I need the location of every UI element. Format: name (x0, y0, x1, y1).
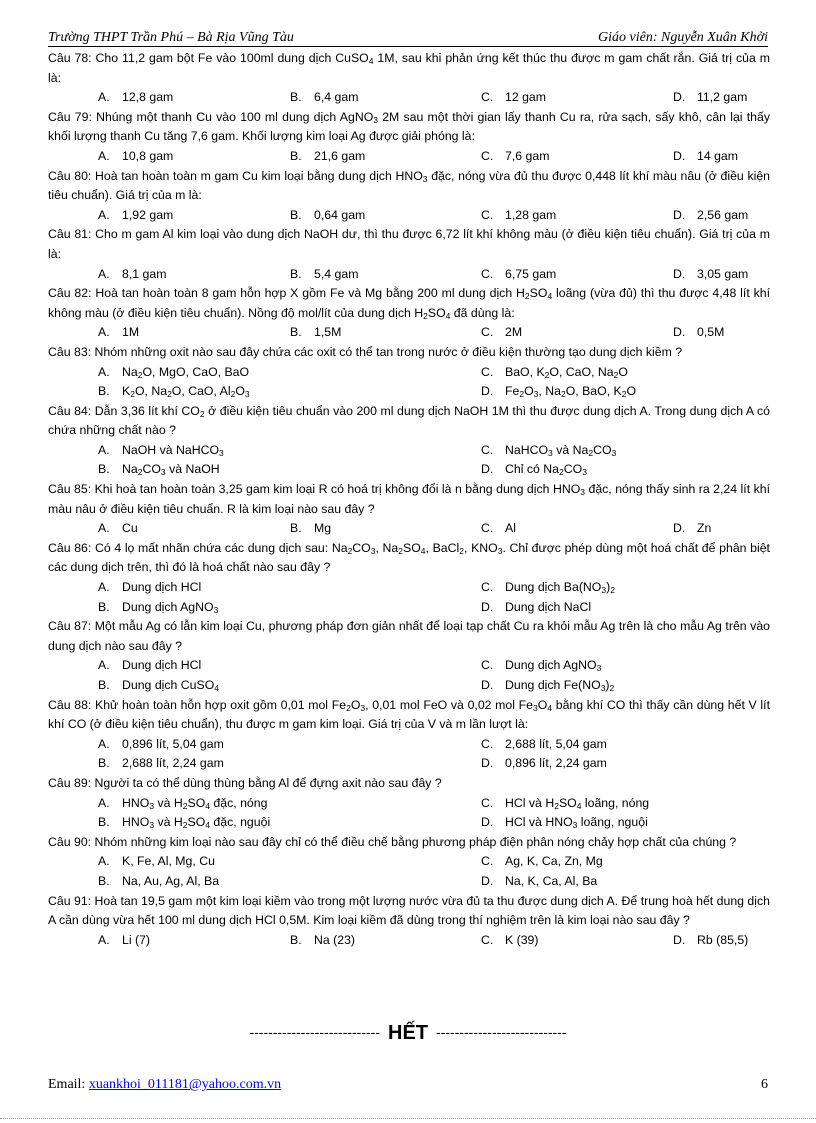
question-stem: Câu 86: Có 4 lọ mất nhãn chứa các dung dịch sau: $Na_2CO_3$, $Na_2SO_4$, BaCl$_2$, $KNO_3$. Chỉ được phép dùng một hoá chất để phân biệt các dung dịch trên, thì đó là hoá chất nào sau đây ? (48, 540, 770, 575)
question-stem: Câu 83: Nhóm những oxit nào sau đây chứa các oxit có thể tan trong nước ở điều kiện thường tạo dung dịch kiềm ? (48, 344, 683, 359)
option-label: D. (673, 90, 686, 105)
option-label: D. (481, 873, 494, 888)
option-text: 2,688 lít, 2,24 gam (122, 756, 224, 771)
option-label: B. (98, 384, 110, 399)
question-stem: Câu 85: Khi hoà tan hoàn toàn 3,25 gam kim loại R có hoá trị không đổi là n bằng dung dịch $HNO_3$ đặc, nóng thấy sinh ra 2,24 lít khí màu nâu ở điều kiện tiêu chuẩn. R là kim loại nào sau đây ? (48, 482, 770, 516)
option-text: K, Fe, Al, Mg, Cu (122, 854, 215, 869)
option-text: Zn (697, 521, 712, 536)
answer-options (48, 323, 770, 343)
option-label: B. (290, 932, 302, 947)
option-label: C. (481, 266, 494, 281)
option-label: C. (481, 932, 494, 947)
option-d (673, 147, 738, 167)
option-c (481, 519, 516, 539)
bottom-rule (0, 1118, 816, 1119)
option-label: B. (290, 266, 302, 281)
option-text: Dung dịch NaCl (505, 599, 592, 614)
option-label: D. (673, 325, 686, 340)
option-text: $K_2O$, $Na_2O$, CaO, $Al_2O_3$ (122, 384, 250, 400)
answer-options (48, 363, 770, 402)
option-label: C. (481, 325, 494, 340)
option-label: A. (98, 442, 110, 457)
option-b (98, 598, 218, 618)
option-b (98, 872, 219, 892)
option-text: 2,688 lít, 5,04 gam (505, 736, 607, 751)
option-a (98, 206, 173, 226)
option-d (481, 598, 591, 618)
option-b (98, 460, 220, 480)
end-marker (0, 1022, 816, 1045)
option-label: C. (481, 90, 494, 105)
option-c (481, 265, 556, 285)
answer-options (48, 578, 770, 617)
school-name: Trường THPT Trần Phú – Bà Rịa Vũng Tàu (48, 30, 294, 45)
option-b (290, 519, 331, 539)
option-label: A. (98, 364, 110, 379)
option-d (673, 931, 748, 951)
option-b (98, 813, 270, 833)
option-label: B. (290, 521, 302, 536)
option-text: 7,6 gam (505, 148, 550, 163)
option-label: C. (481, 364, 494, 379)
option-text: 8,1 gam (122, 266, 167, 281)
option-label: B. (290, 90, 302, 105)
option-label: D. (481, 462, 494, 477)
option-label: B. (98, 599, 110, 614)
option-a (98, 794, 267, 814)
question-stem: Câu 87: Một mẫu Ag có lẫn kim loại Cu, phương pháp đơn giản nhất để loại tạp chất Cu ra khỏi mẫu Ag trên là cho mẫu Ag trên vào dung dịch nào sau đây ? (48, 619, 770, 653)
question-stem: Câu 80: Hoà tan hoàn toàn m gam Cu kim loại bằng dung dịch $HNO_3$ đặc, nóng vừa đủ thu được 0,448 lít khí màu nâu (ở điều kiện tiêu chuẩn). Giá trị của m là: (48, 168, 770, 203)
option-b (290, 88, 358, 108)
option-label: A. (98, 521, 110, 536)
option-a (98, 519, 138, 539)
option-a (98, 852, 215, 872)
answer-options (48, 206, 770, 226)
option-label: C. (481, 736, 494, 751)
option-label: A. (98, 795, 110, 810)
question-stem: Câu 81: Cho m gam Al kim loại vào dung dịch NaOH dư, thì thu được 6,72 lít khí không màu (ở điều kiện tiêu chuẩn). Giá trị của m là: (48, 227, 770, 261)
header-rule (48, 46, 768, 47)
option-text: NaHCO$_3$ và $Na_2CO_3$ (505, 442, 617, 458)
option-text: Dung dịch AgNO$_3$ (505, 658, 602, 674)
option-c (481, 852, 603, 872)
option-label: D. (673, 932, 686, 947)
option-c (481, 441, 616, 461)
option-a (98, 735, 224, 755)
option-label: D. (481, 599, 494, 614)
option-c (481, 206, 556, 226)
option-label: B. (98, 462, 110, 477)
option-label: A. (98, 658, 110, 673)
option-text: K (39) (505, 932, 539, 947)
option-label: B. (98, 873, 110, 888)
option-a (98, 265, 166, 285)
option-text: $Na_2O$, MgO, CaO, BaO (122, 364, 250, 380)
option-label: C. (481, 521, 494, 536)
option-label: C. (481, 658, 494, 673)
question-stem: Câu 89: Người ta có thể dùng thùng bằng Al để đựng axit nào sau đây ? (48, 775, 442, 790)
option-text: 1,92 gam (122, 207, 174, 222)
email-link[interactable]: xuankhoi_011181@yahoo.com.vn (88, 1077, 282, 1092)
answer-options (48, 656, 770, 695)
answer-options (48, 88, 770, 108)
option-text: 11,2 gam (697, 90, 748, 105)
option-label: D. (673, 266, 686, 281)
question-stem: Câu 90: Nhóm những kim loại nào sau đây chỉ có thể điều chế bằng phương pháp điện phân nóng chảy hợp chất của chúng ? (48, 834, 737, 849)
question-stem: Câu 78: Cho 11,2 gam bột Fe vào 100ml dung dịch CuSO$_4$ 1M, sau khi phản ứng kết thúc thu được m gam chất rắn. Giá trị của m là: (48, 51, 770, 85)
end-dashes-left: ---------------------------- (249, 1024, 380, 1040)
option-label: B. (98, 756, 110, 771)
option-d (481, 813, 648, 833)
option-label: A. (98, 932, 110, 947)
answer-options (48, 441, 770, 480)
option-text: 12,8 gam (122, 90, 174, 105)
option-text: Dung dịch AgNO$_3$ (122, 599, 219, 615)
option-text: $Na_2CO_3$ và NaOH (122, 462, 220, 478)
option-text: Cu (122, 521, 138, 536)
option-text: Al (505, 521, 516, 536)
option-text: $HNO_3$ và $H_2SO_4$ đặc, nguội (122, 815, 271, 831)
option-text: $Fe_2O_3$, $Na_2O$, BaO, $K_2O$ (505, 384, 637, 400)
option-text: NaOH và NaHCO$_3$ (122, 442, 224, 458)
option-d (481, 872, 597, 892)
page-header (48, 30, 768, 48)
option-text: 6,4 gam (314, 90, 359, 105)
option-label: A. (98, 325, 110, 340)
option-c (481, 931, 539, 951)
option-label: A. (98, 736, 110, 751)
option-label: D. (481, 678, 494, 692)
option-label: A. (98, 207, 110, 222)
option-text: Dung dịch CuSO$_4$ (122, 678, 220, 693)
option-label: B. (98, 678, 110, 692)
option-b (98, 676, 219, 696)
option-text: Dung dịch HCl (122, 658, 202, 673)
option-text: Dung dịch $Ba(NO_3)_2$ (505, 580, 615, 596)
option-label: A. (98, 580, 110, 595)
option-c (481, 656, 601, 676)
option-b (290, 931, 355, 951)
option-c (481, 735, 607, 755)
option-text: Na, Au, Ag, Al, Ba (122, 873, 220, 888)
option-text: BaO, $K_2O$, CaO, $Na_2O$ (505, 364, 628, 380)
option-a (98, 88, 173, 108)
option-d (481, 754, 607, 774)
option-text: 0,896 lít, 2,24 gam (505, 756, 607, 771)
page-number: 6 (761, 1077, 768, 1092)
answer-options (48, 147, 770, 167)
option-c (481, 363, 628, 383)
option-c (481, 88, 546, 108)
option-label: A. (98, 854, 110, 869)
option-label: D. (673, 207, 686, 222)
option-d (481, 382, 636, 402)
answer-options (48, 735, 770, 774)
option-c (481, 147, 549, 167)
answer-options (48, 265, 770, 285)
option-label: B. (290, 148, 302, 163)
page-footer (48, 1077, 768, 1093)
option-label: A. (98, 90, 110, 105)
answer-options (48, 519, 770, 539)
teacher-name: Giáo viên: Nguyễn Xuân Khởi (598, 30, 768, 45)
option-text: 12 gam (505, 90, 547, 105)
option-label: A. (98, 266, 110, 281)
option-text: 14 gam (697, 148, 739, 163)
option-label: C. (481, 854, 494, 869)
option-d (481, 460, 587, 480)
option-text: 6,75 gam (505, 266, 557, 281)
option-a (98, 323, 139, 343)
option-text: 0,5M (697, 325, 725, 340)
option-d (673, 206, 748, 226)
option-a (98, 147, 173, 167)
option-d (673, 265, 748, 285)
option-c (481, 578, 615, 598)
option-text: 0,896 lít, 5,04 gam (122, 736, 224, 751)
question-stem: Câu 79: Nhúng một thanh Cu vào 100 ml dung dịch AgNO$_3$ 2M sau một thời gian lấy thanh Cu ra, rửa sạch, sấy khô, cân lại thấy khối lượng thanh Cu tăng 7,6 gam. Khối lượng kim loại Ag được giải phóng là: (48, 109, 770, 144)
option-label: B. (290, 325, 302, 340)
option-label: D. (673, 148, 686, 163)
option-text: Dung dịch $Fe(NO_3)_2$ (505, 678, 615, 693)
option-text: 2M (505, 325, 523, 340)
option-text: 3,05 gam (697, 266, 749, 281)
option-text: Na (23) (314, 932, 356, 947)
option-d (673, 323, 724, 343)
option-text: Mg (314, 521, 332, 536)
option-b (290, 206, 365, 226)
option-b (290, 323, 341, 343)
option-text: Li (7) (122, 932, 151, 947)
email-label: Email: (48, 1077, 86, 1092)
option-text: HCl và $H_2SO_4$ loãng, nóng (505, 795, 650, 811)
question-stem: Câu 88: Khử hoàn toàn hỗn hợp oxit gồm 0,01 mol $Fe_2O_3$, 0,01 mol FeO và 0,02 mol $Fe_3O_4$ bằng khí CO thì thấy cần dùng hết V lít khí CO (ở điều kiện tiêu chuẩn), thu được m gam kim loại. Giá trị của V và m lần lượt là: (48, 697, 771, 732)
option-text: Rb (85,5) (697, 932, 749, 947)
option-text: 1,28 gam (505, 207, 557, 222)
question-stem: Câu 84: Dẫn 3,36 lít khí $CO_2$ ở điều kiện tiêu chuẩn vào 200 ml dung dịch NaOH 1M thì thu được dung dịch A. Trong dung dịch A có chứa những chất nào ? (48, 403, 770, 438)
end-text: HẾT (388, 1022, 428, 1044)
option-a (98, 578, 201, 598)
option-text: $HNO_3$ và $H_2SO_4$ đặc, nóng (122, 795, 268, 811)
option-c (481, 323, 522, 343)
answer-options (48, 794, 770, 833)
question-list (48, 49, 770, 950)
option-text: 21,6 gam (314, 148, 366, 163)
option-c (481, 794, 649, 814)
option-label: C. (481, 207, 494, 222)
option-text: Dung dịch HCl (122, 580, 202, 595)
option-b (98, 754, 224, 774)
option-label: D. (481, 384, 494, 399)
option-text: HCl và $HNO_3$ loãng, nguội (505, 815, 648, 831)
answer-options (48, 852, 770, 891)
answer-options (48, 931, 770, 951)
option-d (673, 519, 711, 539)
option-a (98, 931, 150, 951)
option-label: D. (481, 815, 494, 830)
option-label: B. (98, 815, 110, 830)
option-text: 0,64 gam (314, 207, 366, 222)
option-b (290, 147, 365, 167)
option-a (98, 441, 224, 461)
option-text: 1,5M (314, 325, 342, 340)
option-text: 1M (122, 325, 140, 340)
option-label: B. (290, 207, 302, 222)
option-b (290, 265, 358, 285)
option-label: C. (481, 580, 494, 595)
end-dashes-right: ---------------------------- (436, 1024, 567, 1040)
option-text: Na, K, Ca, Al, Ba (505, 873, 598, 888)
option-text: 5,4 gam (314, 266, 359, 281)
question-stem: Câu 82: Hoà tan hoàn toàn 8 gam hỗn hợp X gồm Fe và Mg bằng 200 ml dung dịch $H_2SO_4$ loãng (vừa đủ) thì thu được 4,48 lít khí không màu (ở điều kiện tiêu chuẩn). Nồng độ mol/lít của dung dịch $H_2SO_4$ đã dùng là: (48, 286, 770, 321)
option-label: D. (481, 756, 494, 771)
option-label: A. (98, 148, 110, 163)
option-text: Ag, K, Ca, Zn, Mg (505, 854, 603, 869)
option-label: D. (673, 521, 686, 536)
question-stem: Câu 91: Hoà tan 19,5 gam một kim loại kiềm vào trong một lượng nước vừa đủ ta thu được dung dịch A. Để trung hoà hết dung dịch A cần dùng vừa hết 100 ml dung dịch HCl 0,5M. Kim loại kiềm đã dùng trong thí nghiệm trên là kim loại nào sau đây ? (48, 893, 770, 928)
option-label: C. (481, 148, 494, 163)
option-text: Chỉ có $Na_2CO_3$ (505, 462, 587, 478)
option-text: 10,8 gam (122, 148, 174, 163)
option-a (98, 363, 249, 383)
option-label: C. (481, 795, 494, 810)
option-text: 2,56 gam (697, 207, 749, 222)
option-label: C. (481, 442, 494, 457)
option-d (481, 676, 614, 696)
option-b (98, 382, 250, 402)
option-d (673, 88, 747, 108)
option-a (98, 656, 201, 676)
